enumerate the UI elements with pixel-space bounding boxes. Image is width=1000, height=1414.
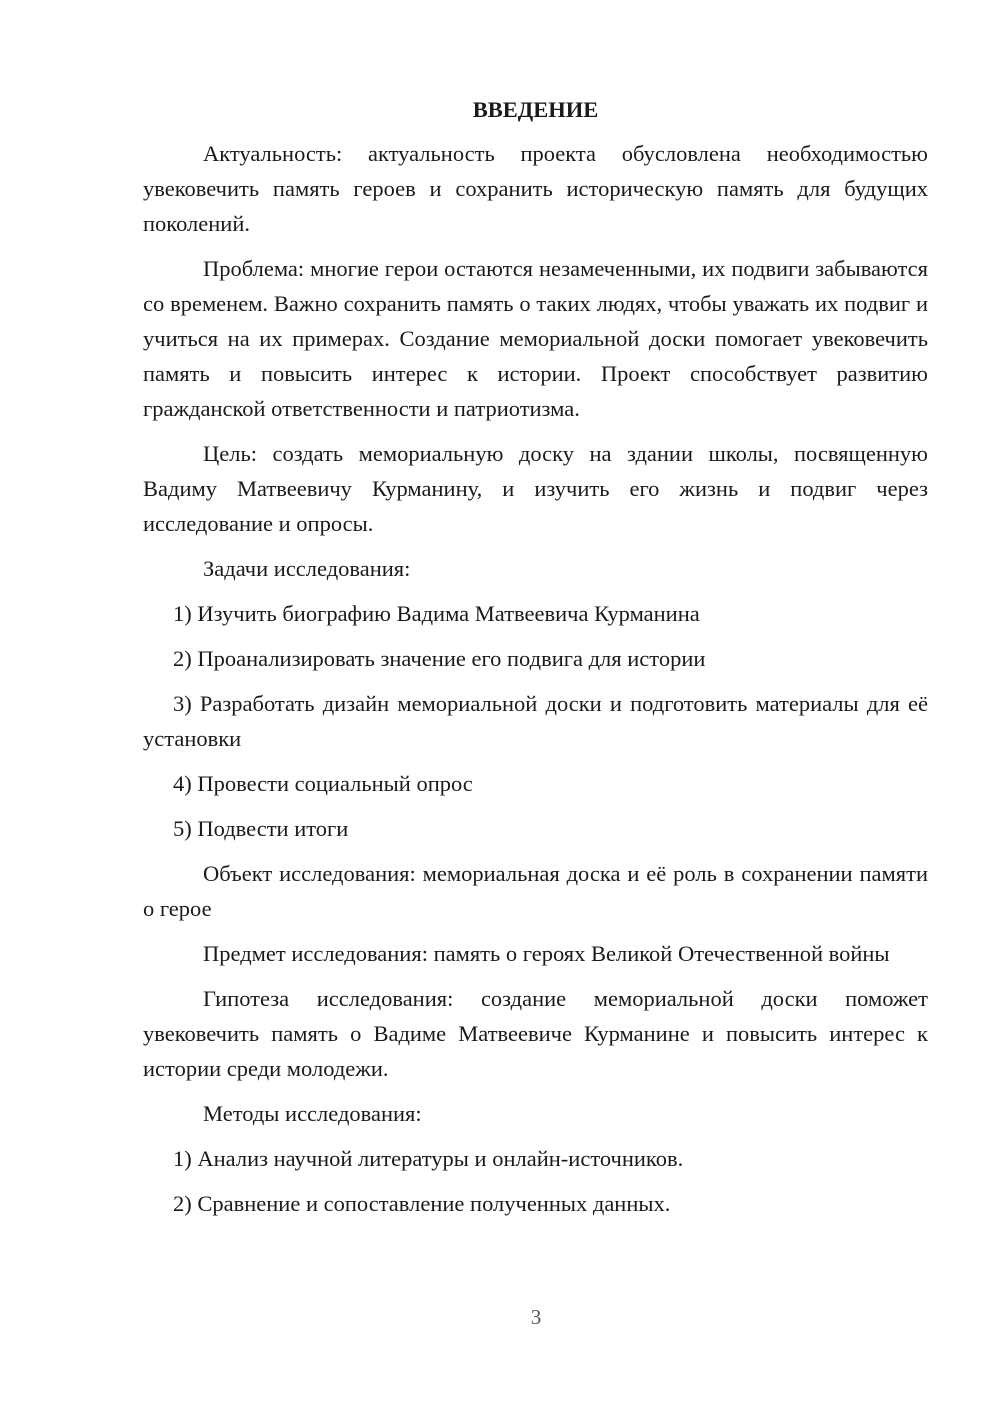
tasks-heading: Задачи исследования:	[203, 556, 411, 581]
task-item-4: 4) Провести социальный опрос	[173, 771, 473, 796]
problem-paragraph: Проблема: многие герои остаются незамеченными, их подвиги забываются со временем. Важно сохранить память о таких людях, чтобы уважать их подвиг и учиться на их примерах. Создание мемориальной доски помогает увековечить память и повысить интерес к истории. Проект способствует развитию гражданской ответственности и патриотизма.	[143, 256, 928, 421]
relevance-paragraph: Актуальность: актуальность проекта обусловлена необходимостью увековечить память героев и сохранить историческую память для будущих поколений.	[143, 141, 928, 236]
method-item-2: 2) Сравнение и сопоставление полученных данных.	[173, 1191, 671, 1216]
page-number: 3	[530, 1305, 542, 1329]
section-title: ВВЕДЕНИЕ	[472, 97, 599, 122]
methods-heading: Методы исследования:	[203, 1101, 422, 1126]
object-paragraph: Объект исследования: мемориальная доска и её роль в сохранении памяти о герое	[143, 861, 928, 921]
task-item-5: 5) Подвести итоги	[173, 816, 349, 841]
goal-paragraph: Цель: создать мемориальную доску на здании школы, посвященную Вадиму Матвеевичу Курманину, и изучить его жизнь и подвиг через исследование и опросы.	[143, 441, 928, 536]
subject-paragraph: Предмет исследования: память о героях Великой Отечественной войны	[203, 941, 890, 966]
method-item-1: 1) Анализ научной литературы и онлайн-источников.	[173, 1146, 684, 1171]
hypothesis-paragraph: Гипотеза исследования: создание мемориальной доски поможет увековечить память о Вадиме Матвеевиче Курманине и повысить интерес к истории среди молодежи.	[143, 986, 928, 1081]
task-item-3: 3) Разработать дизайн мемориальной доски и подготовить материалы для её установки	[143, 691, 928, 751]
task-item-1: 1) Изучить биографию Вадима Матвеевича Курманина	[173, 601, 700, 626]
task-item-2: 2) Проанализировать значение его подвига для истории	[173, 646, 706, 671]
document-page	[143, 95, 928, 1231]
